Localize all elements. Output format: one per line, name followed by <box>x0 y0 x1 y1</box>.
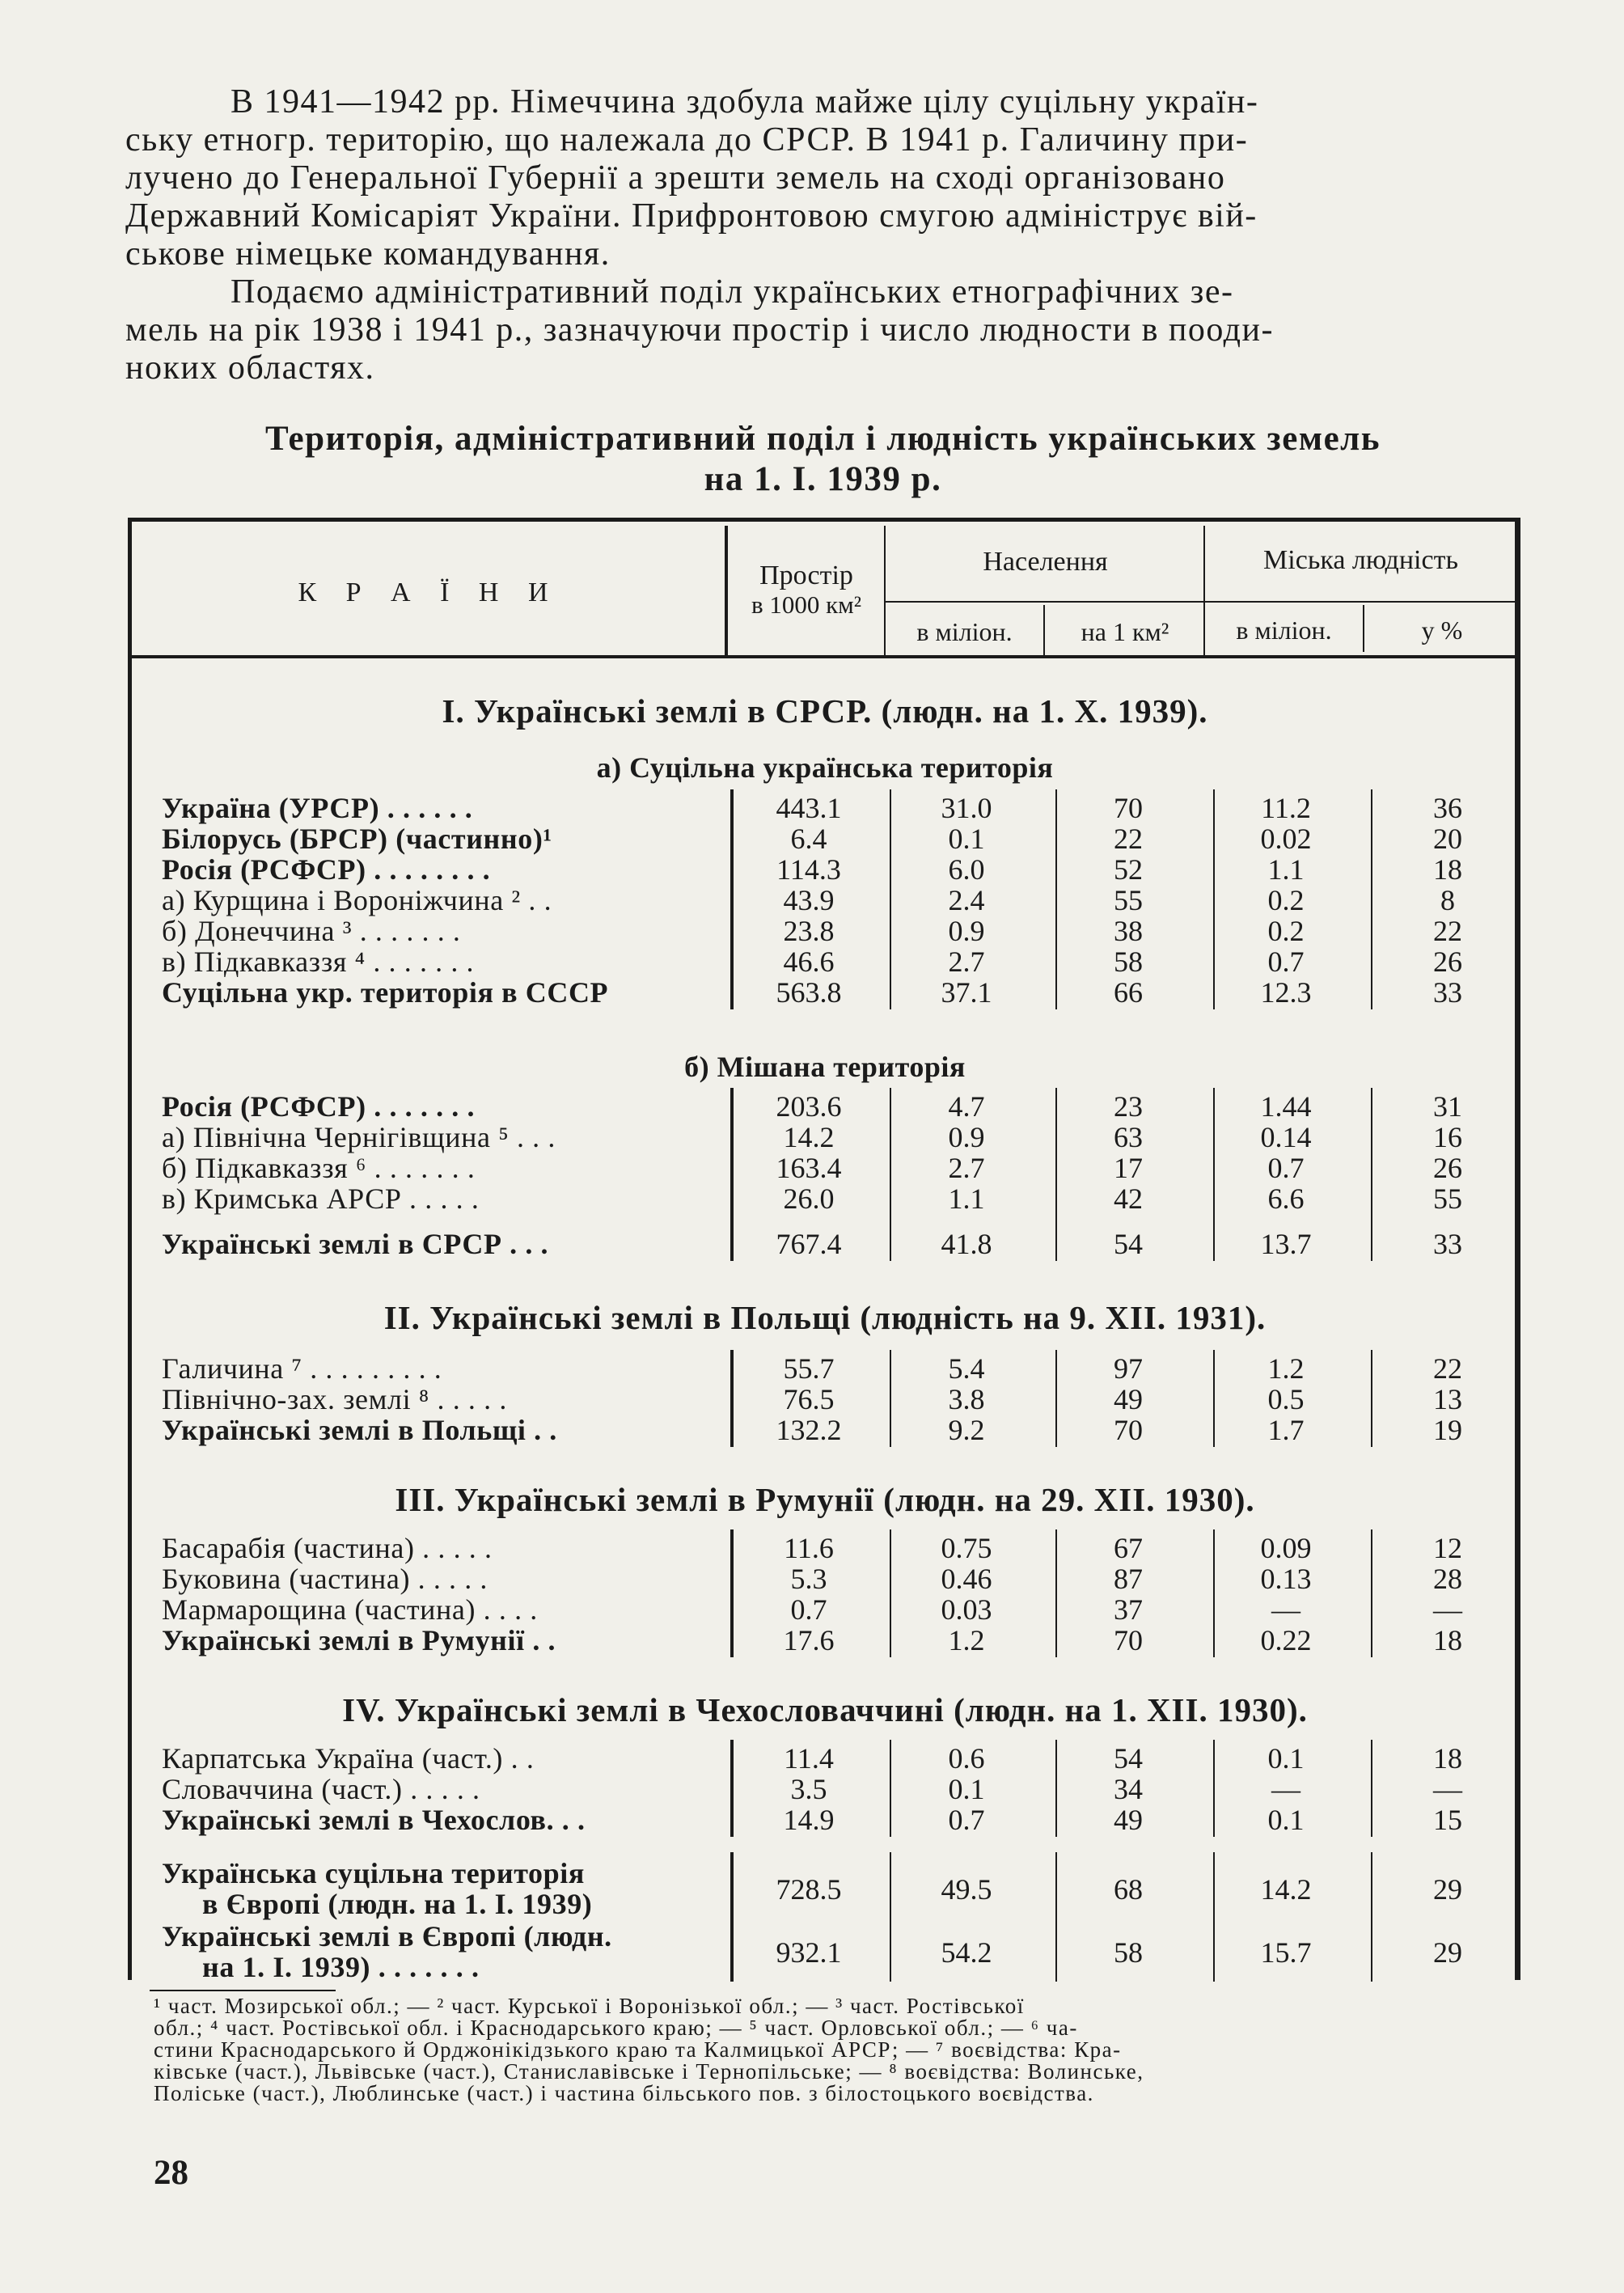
cell-density: 54 <box>1114 1742 1143 1775</box>
header-divider <box>1043 605 1045 655</box>
column-divider <box>1055 789 1057 1009</box>
header-area <box>730 561 883 620</box>
cell-pop: 4.7 <box>948 1090 985 1123</box>
footnote-line: Поліське (част.), Люблинське (част.) і частина більського пов. з білостоцького воєвідства. <box>154 2081 1094 2105</box>
row-label-line-1: Українські землі в Європі (людн. <box>162 1920 612 1952</box>
cell-area: 14.2 <box>783 1121 835 1153</box>
cell-pct: 18 <box>1433 853 1462 886</box>
cell-urban: 14.2 <box>1260 1873 1312 1906</box>
table-row <box>0 1804 1624 1835</box>
row-label-line-2: в Європі (людн. на 1. І. 1939) <box>202 1888 593 1920</box>
header-area-line-2: в 1000 км² <box>751 590 862 619</box>
cell-density: 97 <box>1114 1352 1143 1385</box>
cell-pct: — <box>1433 1773 1462 1805</box>
cell-area: 76.5 <box>783 1383 835 1415</box>
cell-density: 38 <box>1114 915 1143 947</box>
page-number: 28 <box>154 2154 188 2192</box>
cell-density: 54 <box>1114 1228 1143 1260</box>
table-title <box>125 419 1520 500</box>
table-row <box>0 916 1624 946</box>
cell-pop: 37.1 <box>941 976 992 1009</box>
cell-pct: 29 <box>1433 1873 1462 1906</box>
cell-urban: 1.1 <box>1267 853 1305 886</box>
cell-pct: 29 <box>1433 1936 1462 1969</box>
column-divider <box>730 1529 734 1657</box>
cell-density: 70 <box>1114 1624 1143 1656</box>
cell-area: 3.5 <box>790 1773 827 1805</box>
table-row <box>0 1229 1624 1259</box>
cell-urban: 0.5 <box>1267 1383 1305 1415</box>
cell-pop: 9.2 <box>948 1414 985 1446</box>
cell-pct: 8 <box>1440 884 1455 916</box>
cell-pop: 41.8 <box>941 1228 992 1260</box>
row-label: в) Підкавказзя ⁴ . . . . . . . <box>162 946 475 978</box>
cell-pop: 54.2 <box>941 1936 992 1969</box>
cell-pct: 36 <box>1433 792 1462 824</box>
total-row <box>0 1858 1624 1921</box>
header-divider <box>1363 605 1364 652</box>
cell-pop: 2.4 <box>948 884 985 916</box>
cell-pct: 26 <box>1433 946 1462 978</box>
text-line: ноких областях. <box>125 349 375 387</box>
table-row <box>0 1183 1624 1214</box>
table-row <box>0 1743 1624 1774</box>
cell-pct: 55 <box>1433 1182 1462 1215</box>
cell-pct: 20 <box>1433 823 1462 855</box>
row-label: Буковина (частина) . . . . . <box>162 1563 488 1595</box>
column-divider <box>890 1740 891 1837</box>
cell-pop: 0.9 <box>948 915 985 947</box>
table-row <box>0 1153 1624 1183</box>
cell-pop: 6.0 <box>948 853 985 886</box>
column-divider <box>1371 1088 1372 1261</box>
cell-density: 58 <box>1114 1936 1143 1969</box>
cell-pop: 0.9 <box>948 1121 985 1153</box>
table-row <box>0 1533 1624 1563</box>
cell-urban: 0.1 <box>1267 1742 1305 1775</box>
footnote-line: стини Краснодарського й Орджонікідзького краю та Калмицької АРСР; — ⁷ воєвідства: Кра- <box>154 2037 1122 2062</box>
cell-area: 443.1 <box>776 792 842 824</box>
cell-pop: 0.75 <box>941 1532 992 1564</box>
column-divider <box>1055 1088 1057 1261</box>
column-divider <box>730 1740 734 1837</box>
section-subtitle: б) Мішана територія <box>684 1051 966 1083</box>
column-divider <box>1055 1852 1057 1982</box>
row-label: а) Північна Чернігівщина ⁵ . . . <box>162 1121 556 1153</box>
table-row <box>0 1353 1624 1384</box>
cell-density: 37 <box>1114 1593 1143 1626</box>
cell-urban: 0.22 <box>1260 1624 1312 1656</box>
header-divider <box>884 526 886 657</box>
cell-pop: 0.03 <box>941 1593 992 1626</box>
cell-pop: 0.1 <box>948 1773 985 1805</box>
footnote-line: ківське (част.), Львівське (част.), Станиславівське і Тернопільське; — ⁸ воєвідства: Волинське, <box>154 2059 1144 2084</box>
cell-urban: 0.7 <box>1267 946 1305 978</box>
row-label: Українські землі в Польщі . . <box>162 1414 557 1446</box>
cell-pct: 16 <box>1433 1121 1462 1153</box>
row-label: Україна (УРСР) . . . . . . <box>162 792 473 824</box>
cell-urban: 0.2 <box>1267 884 1305 916</box>
table-title-line-2: на 1. І. 1939 р. <box>704 460 942 498</box>
row-label: Північно-зах. землі ⁸ . . . . . <box>162 1383 507 1415</box>
cell-urban: — <box>1271 1773 1300 1805</box>
column-divider <box>1213 789 1215 1009</box>
row-label: Галичина ⁷ . . . . . . . . . <box>162 1352 442 1385</box>
header-divider <box>1203 526 1205 657</box>
column-divider <box>1055 1529 1057 1657</box>
row-label: Українські землі в Румунії . . <box>162 1624 556 1656</box>
cell-pop: 0.6 <box>948 1742 985 1775</box>
cell-pct: 33 <box>1433 976 1462 1009</box>
cell-pop: 1.1 <box>948 1182 985 1215</box>
row-label: б) Донеччина ³ . . . . . . . <box>162 915 461 947</box>
cell-area: 0.7 <box>790 1593 827 1626</box>
header-divider <box>725 526 728 657</box>
cell-area: 132.2 <box>776 1414 842 1446</box>
cell-pop: 0.46 <box>941 1563 992 1595</box>
cell-urban: 1.2 <box>1267 1352 1305 1385</box>
cell-density: 58 <box>1114 946 1143 978</box>
row-label: Словаччина (част.) . . . . . <box>162 1773 480 1805</box>
cell-pct: 22 <box>1433 915 1462 947</box>
header-countries: К Р А Ї Н И <box>298 577 560 607</box>
header-urban: Міська людність <box>1263 545 1458 575</box>
cell-urban: 12.3 <box>1260 976 1312 1009</box>
table-row <box>0 885 1624 916</box>
cell-urban: 0.13 <box>1260 1563 1312 1595</box>
table-title-line-1: Територія, адміністративний поділ і людність українських земель <box>264 420 1381 458</box>
header-urban-percent: у % <box>1421 616 1463 645</box>
cell-area: 14.9 <box>783 1804 835 1836</box>
table-row <box>0 1091 1624 1122</box>
cell-urban: 6.6 <box>1267 1182 1305 1215</box>
row-label: Білорусь (БРСР) (частинно)¹ <box>162 823 552 855</box>
section-title: III. Українські землі в Румунії (людн. на 29. XII. 1930). <box>395 1481 1255 1518</box>
text-line: Державний Комісаріят України. Прифронтовою смугою адмініструє вій- <box>125 197 1258 235</box>
table-row <box>0 977 1624 1008</box>
cell-density: 55 <box>1114 884 1143 916</box>
cell-pct: 28 <box>1433 1563 1462 1595</box>
header-pop-per-km: на 1 км² <box>1081 617 1169 646</box>
row-label: Росія (РСФСР) . . . . . . . . <box>162 853 491 886</box>
table-row <box>0 1122 1624 1153</box>
column-divider <box>890 789 891 1009</box>
section-subtitle: а) Суцільна українська територія <box>596 751 1054 784</box>
section-title: IV. Українські землі в Чехословаччині (людн. на 1. XII. 1930). <box>342 1691 1308 1728</box>
row-label: а) Курщина і Вороніжчина ² . . <box>162 884 552 916</box>
column-divider <box>1371 1740 1372 1837</box>
column-divider <box>1213 1740 1215 1837</box>
cell-area: 728.5 <box>776 1873 842 1906</box>
cell-urban: 13.7 <box>1260 1228 1312 1260</box>
column-divider <box>890 1529 891 1657</box>
cell-pct: 13 <box>1433 1383 1462 1415</box>
cell-urban: 0.2 <box>1267 915 1305 947</box>
row-label: Карпатська Україна (част.) . . <box>162 1742 535 1775</box>
cell-area: 26.0 <box>783 1182 835 1215</box>
column-divider <box>890 1088 891 1261</box>
column-divider <box>1213 1088 1215 1261</box>
cell-density: 42 <box>1114 1182 1143 1215</box>
cell-density: 22 <box>1114 823 1143 855</box>
header-population: Населення <box>983 547 1108 577</box>
cell-area: 46.6 <box>783 946 835 978</box>
cell-pct: 12 <box>1433 1532 1462 1564</box>
column-divider <box>1213 1350 1215 1447</box>
column-divider <box>1371 1852 1372 1982</box>
footnote-rule <box>150 1990 336 1991</box>
table-row <box>0 1594 1624 1625</box>
header-area-line-1: Простір <box>759 561 853 590</box>
cell-pop: 2.7 <box>948 1152 985 1184</box>
cell-area: 563.8 <box>776 976 842 1009</box>
cell-pop: 1.2 <box>948 1624 985 1656</box>
row-label: Українські землі в СРСР . . . <box>162 1228 549 1260</box>
cell-pop: 0.7 <box>948 1804 985 1836</box>
cell-pct: 26 <box>1433 1152 1462 1184</box>
table-row <box>0 946 1624 977</box>
cell-urban: 0.7 <box>1267 1152 1305 1184</box>
row-label <box>162 1858 728 1919</box>
cell-urban: 11.2 <box>1261 792 1311 824</box>
row-label: Росія (РСФСР) . . . . . . . <box>162 1090 476 1123</box>
cell-density: 66 <box>1114 976 1143 1009</box>
text-line: Подаємо адміністративний поділ українських етнографічних зе- <box>230 273 1234 311</box>
table-row <box>0 1415 1624 1445</box>
cell-area: 11.6 <box>784 1532 834 1564</box>
cell-pct: — <box>1433 1593 1462 1626</box>
cell-density: 34 <box>1114 1773 1143 1805</box>
cell-pop: 5.4 <box>948 1352 985 1385</box>
table-row <box>0 1384 1624 1415</box>
column-divider <box>730 1852 734 1982</box>
cell-area: 11.4 <box>784 1742 834 1775</box>
footnote-line: ¹ част. Мозирської обл.; — ² част. Курської і Воронізької обл.; — ³ част. Ростівської <box>154 1994 1025 2018</box>
section-title: II. Українські землі в Польщі (людність на 9. XII. 1931). <box>383 1299 1267 1336</box>
cell-density: 49 <box>1114 1804 1143 1836</box>
text-line: лучено до Генеральної Губернії а зрешти земель на сході організовано <box>125 159 1226 197</box>
table-row <box>0 1625 1624 1656</box>
header-urban-millions: в міліон. <box>1236 616 1332 645</box>
cell-pct: 15 <box>1433 1804 1462 1836</box>
cell-area: 203.6 <box>776 1090 842 1123</box>
total-row <box>0 1921 1624 1984</box>
column-divider <box>1371 1350 1372 1447</box>
intro-paragraph-1 <box>125 83 1520 273</box>
cell-urban: 1.7 <box>1267 1414 1305 1446</box>
column-divider <box>1055 1740 1057 1837</box>
column-divider <box>1213 1852 1215 1982</box>
table-row <box>0 793 1624 823</box>
row-label <box>162 1921 728 1982</box>
column-divider <box>730 789 734 1009</box>
cell-pop: 2.7 <box>948 946 985 978</box>
cell-density: 52 <box>1114 853 1143 886</box>
header-mid-rule <box>886 601 1516 603</box>
column-divider <box>890 1350 891 1447</box>
column-divider <box>730 1350 734 1447</box>
cell-area: 23.8 <box>783 915 835 947</box>
row-label: в) Кримська АРСР . . . . . <box>162 1182 480 1215</box>
cell-pop: 3.8 <box>948 1383 985 1415</box>
section-title: I. Українські землі в СРСР. (людн. на 1. X. 1939). <box>442 692 1208 730</box>
cell-urban: 15.7 <box>1260 1936 1312 1969</box>
row-label: Мармарощина (частина) . . . . <box>162 1593 538 1626</box>
cell-urban: 1.44 <box>1260 1090 1312 1123</box>
row-label: б) Підкавказзя ⁶ . . . . . . . <box>162 1152 476 1184</box>
cell-density: 68 <box>1114 1873 1143 1906</box>
header-pop-millions: в міліон. <box>916 617 1013 646</box>
cell-density: 63 <box>1114 1121 1143 1153</box>
cell-pct: 31 <box>1433 1090 1462 1123</box>
cell-urban: 0.1 <box>1267 1804 1305 1836</box>
text-line: В 1941—1942 рр. Німеччина здобула майже цілу суцільну україн- <box>230 83 1259 121</box>
text-line: ську етногр. територію, що належала до СРСР. В 1941 р. Галичину при- <box>125 121 1249 159</box>
column-divider <box>730 1088 734 1261</box>
table-row <box>0 823 1624 854</box>
cell-area: 5.3 <box>790 1563 827 1595</box>
cell-area: 55.7 <box>783 1352 835 1385</box>
cell-density: 23 <box>1114 1090 1143 1123</box>
cell-pop: 31.0 <box>941 792 992 824</box>
text-line: мель на рік 1938 і 1941 р., зазначуючи простір і число людности в пооди- <box>125 311 1275 349</box>
cell-urban: 0.09 <box>1260 1532 1312 1564</box>
footnote-line: обл.; ⁴ част. Ростівської обл. і Краснодарського краю; — ⁵ част. Орловської обл.; — ⁶ ча- <box>154 2016 1078 2040</box>
footnotes <box>154 1995 1545 2105</box>
cell-density: 17 <box>1114 1152 1143 1184</box>
table-row <box>0 854 1624 885</box>
cell-density: 70 <box>1114 1414 1143 1446</box>
row-label: Українські землі в Чехослов. . . <box>162 1804 586 1836</box>
cell-density: 70 <box>1114 792 1143 824</box>
row-label-line-2: на 1. І. 1939) . . . . . . . <box>202 1951 480 1983</box>
row-label: Басарабія (частина) . . . . . <box>162 1532 493 1564</box>
cell-urban: 0.02 <box>1260 823 1312 855</box>
cell-area: 163.4 <box>776 1152 842 1184</box>
cell-density: 87 <box>1114 1563 1143 1595</box>
cell-pct: 33 <box>1433 1228 1462 1260</box>
cell-area: 6.4 <box>790 823 827 855</box>
cell-pct: 22 <box>1433 1352 1462 1385</box>
cell-pct: 19 <box>1433 1414 1462 1446</box>
cell-density: 67 <box>1114 1532 1143 1564</box>
cell-density: 49 <box>1114 1383 1143 1415</box>
cell-pop: 0.1 <box>948 823 985 855</box>
cell-pct: 18 <box>1433 1742 1462 1775</box>
row-label-line-1: Українська суцільна територія <box>162 1857 585 1889</box>
column-divider <box>1371 1529 1372 1657</box>
cell-area: 932.1 <box>776 1936 842 1969</box>
column-divider <box>1213 1529 1215 1657</box>
intro-paragraph-2 <box>125 273 1520 387</box>
column-divider <box>1371 789 1372 1009</box>
header-bottom-rule <box>132 655 1516 658</box>
column-divider <box>890 1852 891 1982</box>
row-label: Суцільна укр. територія в СССР <box>162 976 609 1009</box>
cell-area: 114.3 <box>776 853 841 886</box>
cell-area: 17.6 <box>783 1624 835 1656</box>
table-row <box>0 1774 1624 1804</box>
cell-urban: 0.14 <box>1260 1121 1312 1153</box>
cell-area: 43.9 <box>783 884 835 916</box>
table-row <box>0 1563 1624 1594</box>
text-line: ськове німецьке командування. <box>125 235 611 273</box>
column-divider <box>1055 1350 1057 1447</box>
cell-pop: 49.5 <box>941 1873 992 1906</box>
cell-urban: — <box>1271 1593 1300 1626</box>
cell-area: 767.4 <box>776 1228 842 1260</box>
cell-pct: 18 <box>1433 1624 1462 1656</box>
